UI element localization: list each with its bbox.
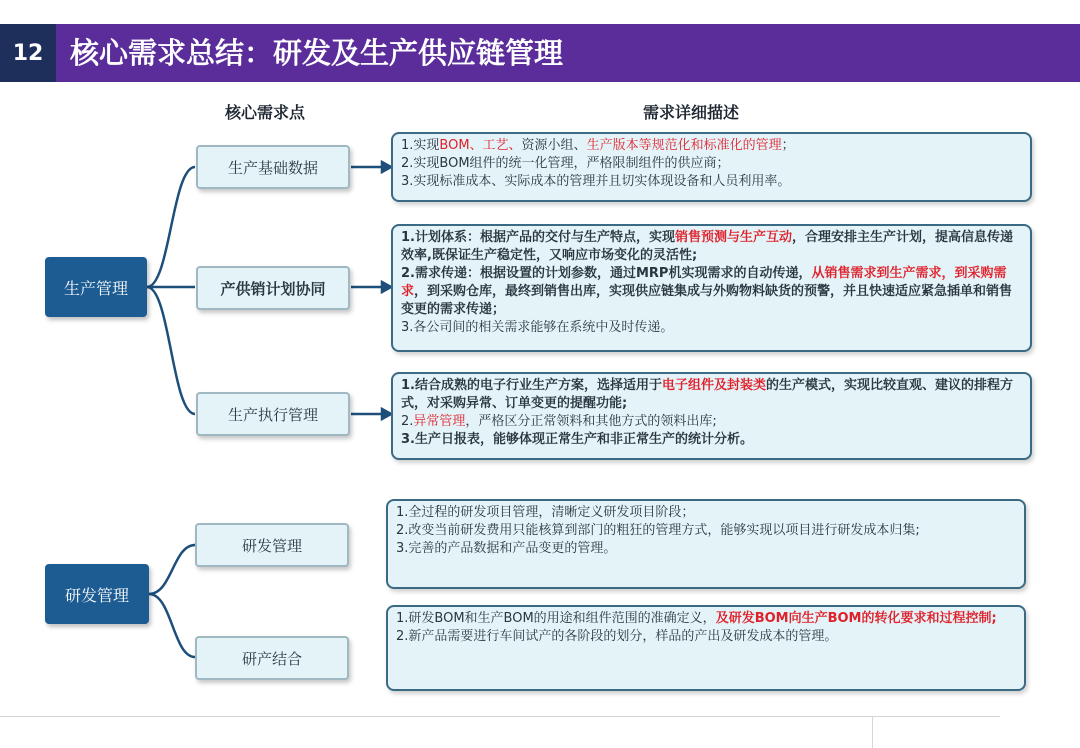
desc-segment: 1.实现 [401,138,440,153]
desc-segment: 销售预测与生产互动 [674,230,792,245]
desc-line [396,628,1016,646]
sub-node-rd-production-integration: 研产结合 [195,636,349,680]
connector-main1-sub1 [147,167,195,287]
desc-segment: 2. [401,414,414,429]
desc-segment: 2.改变当前研发费用只能核算到部门的粗狂的管理方式，能够实现以项目进行研发成本归集; [396,523,920,538]
desc-segment: 2.新产品需要进行车间试产的各阶段的划分，样品的产出及研发成本的管理。 [396,629,838,644]
sub-node-production-execution: 生产执行管理 [196,392,350,436]
sub-node-production-base-data: 生产基础数据 [196,145,350,189]
connector-main2-sub1 [149,545,195,594]
column-header-left: 核心需求点 [225,103,306,122]
desc-segment: 2.实现BOM组件的统一化管理，严格限制组件的供应商； [401,156,730,171]
desc-segment: 及研发BOM向生产BOM的转化要求和过程控制; [715,611,997,626]
desc-segment: 资源小组、 [521,138,587,153]
desc-segment: 1.全过程的研发项目管理，清晰定义研发项目阶段； [396,505,695,520]
sub-node-supply-planning-collab: 产供销计划协同 [196,266,350,310]
desc-rd-production-integration [386,605,1026,691]
desc-line [401,265,1022,319]
connector-main2-sub2 [149,594,195,657]
desc-line [401,413,1022,431]
footer-divider [0,716,1000,717]
page-title: 核心需求总结：研发及生产供应链管理 [70,36,564,70]
desc-segment: 1.结合成熟的电子行业生产方案，选择适用于 [401,378,662,393]
desc-segment: ，严格区分正常领料和其他方式的领料出库; [465,414,717,429]
desc-line [396,504,1016,522]
page-number: 12 [0,24,56,82]
desc-segment: ； [781,138,795,153]
column-header-right: 需求详细描述 [643,103,740,122]
desc-segment: 的生产模式，实现比较直观、建议的排程方式，对采购异常、订单变更的提醒功能; [401,378,1014,411]
desc-segment: 3.完善的产品数据和产品变更的管理。 [396,541,617,556]
desc-line [401,173,1022,191]
desc-segment: 从销售需求到生产需求，到采购需求 [401,266,1007,299]
desc-line [396,522,1016,540]
desc-segment: 异常管理 [413,414,466,429]
desc-line [396,610,1016,628]
desc-segment: ，合理安排主生产计划，提高信息传递效率,既保证生产稳定性，又响应市场变化的灵活性; [401,230,1014,263]
footer-divider-tick [872,716,873,748]
desc-line [401,431,1022,449]
desc-line [401,229,1022,265]
desc-segment: ，到采购仓库，最终到销售出库，实现供应链集成与外购物料缺货的预警，并且快速适应紧急插单和销售变更的需求传递； [401,284,1013,317]
desc-line [396,540,1016,558]
desc-line [401,319,1022,337]
desc-segment: 电子组件及封装类 [661,378,766,393]
main-node-production-management: 生产管理 [45,257,147,317]
desc-production-base-data [391,132,1032,202]
desc-segment: 2.需求传递：根据设置的计划参数，通过MRP机实现需求的自动传递， [401,266,812,281]
desc-segment: 1.研发BOM和生产BOM的用途和组件范围的准确定义， [396,611,716,626]
desc-segment: 3.实现标准成本、实际成本的管理并且切实体现设备和人员利用率。 [401,174,791,189]
desc-segment: 生产版本等规范化和标准化的管理 [586,138,782,153]
desc-segment: BOM、工艺、 [439,138,522,153]
desc-line [401,377,1022,413]
desc-supply-planning-collab [391,224,1032,352]
connector-main1-sub3 [147,287,195,414]
desc-line [401,155,1022,173]
desc-segment: 1.计划体系：根据产品的交付与生产特点，实现 [401,230,675,245]
desc-rd-management [386,499,1026,589]
sub-node-rd-management: 研发管理 [195,523,349,567]
main-node-rd-management: 研发管理 [45,564,149,624]
desc-segment: 3.各公司间的相关需求能够在系统中及时传递。 [401,320,674,335]
desc-segment: 3.生产日报表，能够体现正常生产和非正常生产的统计分析。 [401,432,753,447]
desc-line [401,137,1022,155]
desc-production-execution [391,372,1032,460]
